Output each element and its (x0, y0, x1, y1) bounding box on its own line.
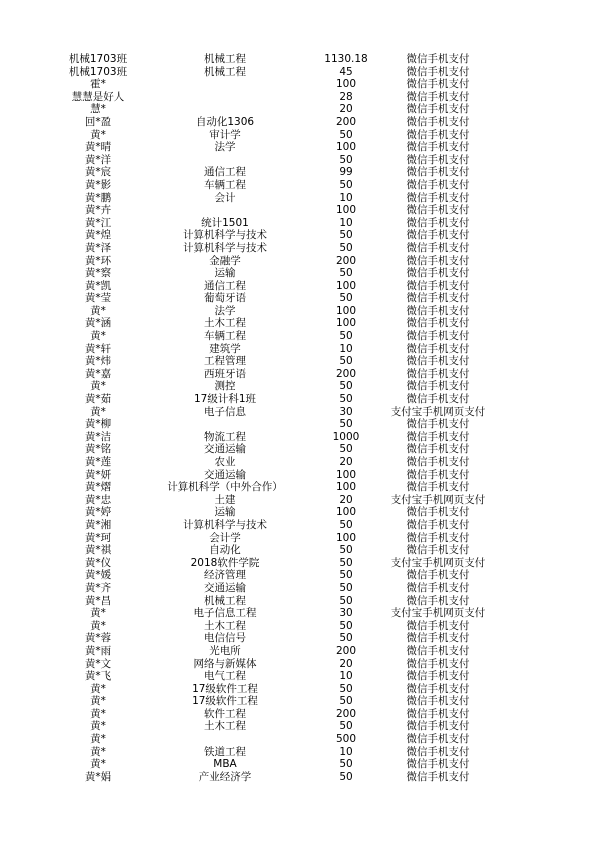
amount-cell: 200 (335, 115, 357, 128)
amount-cell: 50 (339, 695, 353, 708)
table-row (0, 267, 600, 280)
payment-method-cell: 微信手机支付 (406, 254, 470, 267)
table-row (0, 217, 600, 230)
donor-name-cell: 黄* (90, 405, 106, 418)
amount-cell: 50 (339, 380, 353, 393)
donor-name-cell: 霍* (90, 78, 106, 91)
major-cell: 2018软件学院 (190, 556, 260, 569)
table-row (0, 544, 600, 557)
table-row (0, 595, 600, 608)
major-cell: 建筑学 (209, 342, 241, 355)
amount-cell: 200 (335, 254, 357, 267)
major-cell: MBA (213, 758, 237, 771)
amount-cell: 200 (335, 707, 357, 720)
donor-name-cell: 黄*涵 (84, 317, 112, 330)
table-row (0, 569, 600, 582)
amount-cell: 100 (335, 317, 357, 330)
table-row (0, 418, 600, 431)
donor-name-cell: 黄* (90, 707, 106, 720)
major-cell: 法学 (214, 304, 236, 317)
amount-cell: 50 (339, 128, 353, 141)
amount-cell: 100 (335, 204, 357, 217)
amount-cell: 100 (335, 304, 357, 317)
major-cell: 工程管理 (204, 355, 246, 368)
donor-name-cell: 黄*莹 (84, 292, 112, 305)
payment-method-cell: 微信手机支付 (406, 90, 470, 103)
amount-cell: 50 (339, 682, 353, 695)
amount-cell: 200 (335, 644, 357, 657)
amount-cell: 50 (339, 770, 353, 783)
major-cell: 电子信息工程 (193, 607, 257, 620)
donor-name-cell: 黄*祺 (84, 544, 112, 557)
payment-method-cell: 微信手机支付 (406, 103, 470, 116)
table-row (0, 469, 600, 482)
table-row (0, 632, 600, 645)
payment-method-cell: 微信手机支付 (406, 292, 470, 305)
payment-method-cell: 微信手机支付 (406, 682, 470, 695)
table-row (0, 317, 600, 330)
amount-cell: 50 (339, 355, 353, 368)
major-cell: 物流工程 (204, 430, 246, 443)
major-cell: 西班牙语 (204, 367, 246, 380)
donor-name-cell: 黄*娟 (84, 770, 112, 783)
table-row (0, 280, 600, 293)
major-cell: 计算机科学（中外合作） (167, 481, 283, 494)
amount-cell: 20 (339, 493, 353, 506)
payment-method-cell: 支付宝手机网页支付 (390, 556, 486, 569)
donor-name-cell: 黄* (90, 607, 106, 620)
donor-name-cell: 黄*熠 (84, 481, 112, 494)
donor-name-cell: 黄* (90, 619, 106, 632)
payment-method-cell: 微信手机支付 (406, 745, 470, 758)
table-row (0, 695, 600, 708)
table-row (0, 758, 600, 771)
table-row (0, 78, 600, 91)
table-row (0, 166, 600, 179)
donor-name-cell: 黄*晴 (84, 141, 112, 154)
donor-name-cell: 黄* (90, 720, 106, 733)
major-cell: 通信工程 (204, 279, 246, 292)
payment-method-cell: 微信手机支付 (406, 393, 470, 406)
donor-name-cell: 黄*凯 (84, 279, 112, 292)
table-row (0, 506, 600, 519)
donor-name-cell: 黄* (90, 682, 106, 695)
payment-method-cell: 支付宝手机网页支付 (390, 607, 486, 620)
payment-method-cell: 微信手机支付 (406, 632, 470, 645)
amount-cell: 50 (339, 153, 353, 166)
table-row (0, 532, 600, 545)
donor-name-cell: 慧* (90, 103, 106, 116)
table-row (0, 393, 600, 406)
amount-cell: 50 (339, 544, 353, 557)
donor-name-cell: 黄*煌 (84, 229, 112, 242)
payment-method-cell: 微信手机支付 (406, 115, 470, 128)
table-row (0, 771, 600, 784)
major-cell: 会计 (214, 191, 236, 204)
donor-name-cell: 黄*卉 (84, 204, 112, 217)
donor-name-cell: 黄*柳 (84, 418, 112, 431)
amount-cell: 100 (335, 78, 357, 91)
table-row (0, 305, 600, 318)
amount-cell: 50 (339, 229, 353, 242)
major-cell: 网络与新媒体 (193, 657, 257, 670)
donor-name-cell: 黄*茹 (84, 393, 112, 406)
payment-method-cell: 微信手机支付 (406, 518, 470, 531)
major-cell: 铁道工程 (204, 745, 246, 758)
payment-method-cell: 微信手机支付 (406, 166, 470, 179)
table-row (0, 683, 600, 696)
amount-cell: 100 (335, 279, 357, 292)
major-cell: 产业经济学 (198, 770, 252, 783)
payment-method-cell: 微信手机支付 (406, 594, 470, 607)
donor-name-cell: 机械1703班 (68, 53, 128, 65)
amount-cell: 50 (339, 619, 353, 632)
major-cell: 机械工程 (204, 53, 246, 65)
major-cell: 土木工程 (204, 317, 246, 330)
donor-name-cell: 黄*铭 (84, 443, 112, 456)
donor-name-cell: 黄*仪 (84, 556, 112, 569)
major-cell: 测控 (214, 380, 236, 393)
amount-cell: 100 (335, 141, 357, 154)
major-cell: 经济管理 (204, 569, 246, 582)
amount-cell: 99 (339, 166, 353, 179)
payment-method-cell: 微信手机支付 (406, 267, 470, 280)
major-cell: 法学 (214, 141, 236, 154)
major-cell: 机械工程 (204, 594, 246, 607)
donor-name-cell: 机械1703班 (68, 65, 128, 78)
payment-method-cell: 微信手机支付 (406, 53, 470, 65)
table-row (0, 607, 600, 620)
amount-cell: 50 (339, 393, 353, 406)
table-row (0, 720, 600, 733)
table-row (0, 519, 600, 532)
table-row (0, 343, 600, 356)
donor-name-cell: 黄*鹏 (84, 191, 112, 204)
table-row (0, 91, 600, 104)
donor-name-cell: 黄*婷 (84, 506, 112, 519)
payment-method-cell: 微信手机支付 (406, 481, 470, 494)
table-row (0, 129, 600, 142)
donor-name-cell: 黄*江 (84, 216, 112, 229)
amount-cell: 10 (339, 745, 353, 758)
payment-method-cell: 微信手机支付 (406, 229, 470, 242)
major-cell: 运输 (214, 267, 236, 280)
donor-name-cell: 黄*洁 (84, 430, 112, 443)
major-cell: 17级计科1班 (193, 393, 257, 406)
donor-name-cell: 黄* (90, 330, 106, 343)
table-row (0, 53, 600, 66)
donor-name-cell: 黄*珂 (84, 531, 112, 544)
major-cell: 土木工程 (204, 619, 246, 632)
amount-cell: 30 (339, 607, 353, 620)
payment-method-cell: 微信手机支付 (406, 707, 470, 720)
payment-method-cell: 微信手机支付 (406, 204, 470, 217)
major-cell: 自动化 (209, 544, 241, 557)
donor-name-cell: 黄*宸 (84, 166, 112, 179)
table-row (0, 103, 600, 116)
amount-cell: 50 (339, 720, 353, 733)
donor-name-cell: 黄*媛 (84, 569, 112, 582)
table-row (0, 368, 600, 381)
major-cell: 17级软件工程 (192, 695, 258, 708)
payment-method-cell: 微信手机支付 (406, 78, 470, 91)
payment-method-cell: 微信手机支付 (406, 670, 470, 683)
amount-cell: 50 (339, 518, 353, 531)
donor-name-cell: 黄* (90, 304, 106, 317)
major-cell: 运输 (214, 506, 236, 519)
donor-name-cell: 黄* (90, 128, 106, 141)
payment-method-cell: 微信手机支付 (406, 506, 470, 519)
major-cell: 会计学 (209, 531, 241, 544)
payment-method-cell: 微信手机支付 (406, 178, 470, 191)
table-row (0, 66, 600, 79)
payment-method-cell: 微信手机支付 (406, 644, 470, 657)
major-cell: 计算机科学与技术 (183, 518, 267, 531)
major-cell: 自动化1306 (195, 115, 255, 128)
major-cell: 机械工程 (204, 65, 246, 78)
donor-name-cell: 黄*蓉 (84, 632, 112, 645)
donor-name-cell: 黄*齐 (84, 581, 112, 594)
major-cell: 土建 (214, 493, 236, 506)
amount-cell: 50 (339, 330, 353, 343)
payment-method-cell: 微信手机支付 (406, 355, 470, 368)
table-row (0, 708, 600, 721)
payment-method-cell: 微信手机支付 (406, 241, 470, 254)
major-cell: 计算机科学与技术 (183, 229, 267, 242)
table-row (0, 355, 600, 368)
major-cell: 金融学 (209, 254, 241, 267)
table-row (0, 645, 600, 658)
amount-cell: 50 (339, 632, 353, 645)
payment-method-cell: 微信手机支付 (406, 733, 470, 746)
payment-method-cell: 微信手机支付 (406, 443, 470, 456)
payment-method-cell: 微信手机支付 (406, 657, 470, 670)
table-row (0, 582, 600, 595)
payment-method-cell: 微信手机支付 (406, 330, 470, 343)
donor-name-cell: 黄*轩 (84, 342, 112, 355)
payment-method-cell: 微信手机支付 (406, 65, 470, 78)
donor-name-cell: 黄*环 (84, 254, 112, 267)
payment-method-cell: 微信手机支付 (406, 456, 470, 468)
table-row (0, 192, 600, 205)
payment-method-cell: 微信手机支付 (406, 380, 470, 393)
amount-cell: 20 (339, 456, 353, 468)
payment-method-cell: 微信手机支付 (406, 544, 470, 557)
major-cell: 电信信号 (204, 632, 246, 645)
amount-cell: 50 (339, 594, 353, 607)
table-row (0, 242, 600, 255)
donor-name-cell: 黄*湘 (84, 518, 112, 531)
major-cell: 计算机科学与技术 (183, 241, 267, 254)
payment-method-cell: 微信手机支付 (406, 153, 470, 166)
payment-method-cell: 微信手机支付 (406, 770, 470, 783)
donor-name-cell: 黄*泽 (84, 241, 112, 254)
major-cell: 交通运输 (204, 581, 246, 594)
payment-method-cell: 微信手机支付 (406, 367, 470, 380)
table-row (0, 443, 600, 456)
donor-name-cell: 黄* (90, 380, 106, 393)
amount-cell: 1130.18 (324, 53, 368, 65)
payment-method-cell: 支付宝手机网页支付 (390, 493, 486, 506)
major-cell: 电子信息 (204, 405, 246, 418)
donor-name-cell: 黄*妍 (84, 468, 112, 481)
amount-cell: 20 (339, 657, 353, 670)
table-row (0, 557, 600, 570)
table-row (0, 141, 600, 154)
donor-name-cell: 回*盈 (84, 115, 112, 128)
table-row (0, 431, 600, 444)
payment-method-cell: 微信手机支付 (406, 430, 470, 443)
payment-method-cell: 微信手机支付 (406, 418, 470, 431)
major-cell: 通信工程 (204, 166, 246, 179)
amount-cell: 50 (339, 292, 353, 305)
payment-method-cell: 微信手机支付 (406, 191, 470, 204)
amount-cell: 50 (339, 241, 353, 254)
amount-cell: 45 (339, 65, 353, 78)
amount-cell: 10 (339, 670, 353, 683)
payment-method-cell: 微信手机支付 (406, 216, 470, 229)
major-cell: 交通运输 (204, 468, 246, 481)
payment-method-cell: 微信手机支付 (406, 279, 470, 292)
payment-method-cell: 微信手机支付 (406, 128, 470, 141)
donation-table (0, 53, 600, 783)
amount-cell: 30 (339, 405, 353, 418)
payment-method-cell: 微信手机支付 (406, 141, 470, 154)
table-row (0, 658, 600, 671)
major-cell: 农业 (214, 456, 236, 468)
donor-name-cell: 黄* (90, 733, 106, 746)
amount-cell: 50 (339, 569, 353, 582)
payment-method-cell: 微信手机支付 (406, 342, 470, 355)
table-row (0, 733, 600, 746)
donor-name-cell: 黄*嘉 (84, 367, 112, 380)
amount-cell: 100 (335, 481, 357, 494)
table-row (0, 670, 600, 683)
amount-cell: 10 (339, 342, 353, 355)
donor-name-cell: 黄* (90, 695, 106, 708)
major-cell: 统计1501 (201, 216, 249, 229)
amount-cell: 20 (339, 103, 353, 116)
amount-cell: 200 (335, 367, 357, 380)
amount-cell: 50 (339, 758, 353, 771)
table-row (0, 494, 600, 507)
amount-cell: 50 (339, 267, 353, 280)
amount-cell: 100 (335, 468, 357, 481)
donor-name-cell: 黄*察 (84, 267, 112, 280)
amount-cell: 50 (339, 178, 353, 191)
table-row (0, 330, 600, 343)
amount-cell: 10 (339, 191, 353, 204)
amount-cell: 50 (339, 443, 353, 456)
table-row (0, 406, 600, 419)
major-cell: 车辆工程 (204, 330, 246, 343)
donor-name-cell: 黄*炜 (84, 355, 112, 368)
major-cell: 交通运输 (204, 443, 246, 456)
major-cell: 土木工程 (204, 720, 246, 733)
amount-cell: 50 (339, 581, 353, 594)
major-cell: 软件工程 (204, 707, 246, 720)
table-row (0, 255, 600, 268)
amount-cell: 1000 (332, 430, 360, 443)
major-cell: 车辆工程 (204, 178, 246, 191)
payment-method-cell: 微信手机支付 (406, 695, 470, 708)
table-row (0, 292, 600, 305)
amount-cell: 100 (335, 506, 357, 519)
payment-method-cell: 微信手机支付 (406, 569, 470, 582)
donor-name-cell: 黄*雨 (84, 644, 112, 657)
table-row (0, 116, 600, 129)
payment-method-cell: 支付宝手机网页支付 (390, 405, 486, 418)
payment-method-cell: 微信手机支付 (406, 581, 470, 594)
major-cell: 17级软件工程 (192, 682, 258, 695)
donor-name-cell: 黄*洋 (84, 153, 112, 166)
amount-cell: 50 (339, 418, 353, 431)
amount-cell: 500 (335, 733, 357, 746)
table-row (0, 456, 600, 469)
table-row (0, 380, 600, 393)
amount-cell: 28 (339, 90, 353, 103)
major-cell: 葡萄牙语 (204, 292, 246, 305)
amount-cell: 50 (339, 556, 353, 569)
amount-cell: 100 (335, 531, 357, 544)
donor-name-cell: 黄* (90, 745, 106, 758)
table-row (0, 204, 600, 217)
payment-method-cell: 微信手机支付 (406, 720, 470, 733)
payment-method-cell: 微信手机支付 (406, 619, 470, 632)
major-cell: 光电所 (209, 644, 241, 657)
payment-method-cell: 微信手机支付 (406, 468, 470, 481)
payment-method-cell: 微信手机支付 (406, 304, 470, 317)
amount-cell: 10 (339, 216, 353, 229)
payment-method-cell: 微信手机支付 (406, 758, 470, 771)
payment-method-cell: 微信手机支付 (406, 531, 470, 544)
donor-name-cell: 黄* (90, 758, 106, 771)
table-row (0, 620, 600, 633)
donor-name-cell: 黄*文 (84, 657, 112, 670)
table-row (0, 179, 600, 192)
donor-name-cell: 黄*莲 (84, 456, 112, 468)
donor-name-cell: 黄*影 (84, 178, 112, 191)
table-row (0, 746, 600, 759)
donor-name-cell: 黄*忠 (84, 493, 112, 506)
table-row (0, 481, 600, 494)
table-row (0, 154, 600, 167)
table-row (0, 229, 600, 242)
major-cell: 电气工程 (204, 670, 246, 683)
donor-name-cell: 慧慧是好人 (71, 90, 125, 103)
payment-method-cell: 微信手机支付 (406, 317, 470, 330)
major-cell: 审计学 (209, 128, 241, 141)
donor-name-cell: 黄*飞 (84, 670, 112, 683)
donor-name-cell: 黄*昌 (84, 594, 112, 607)
